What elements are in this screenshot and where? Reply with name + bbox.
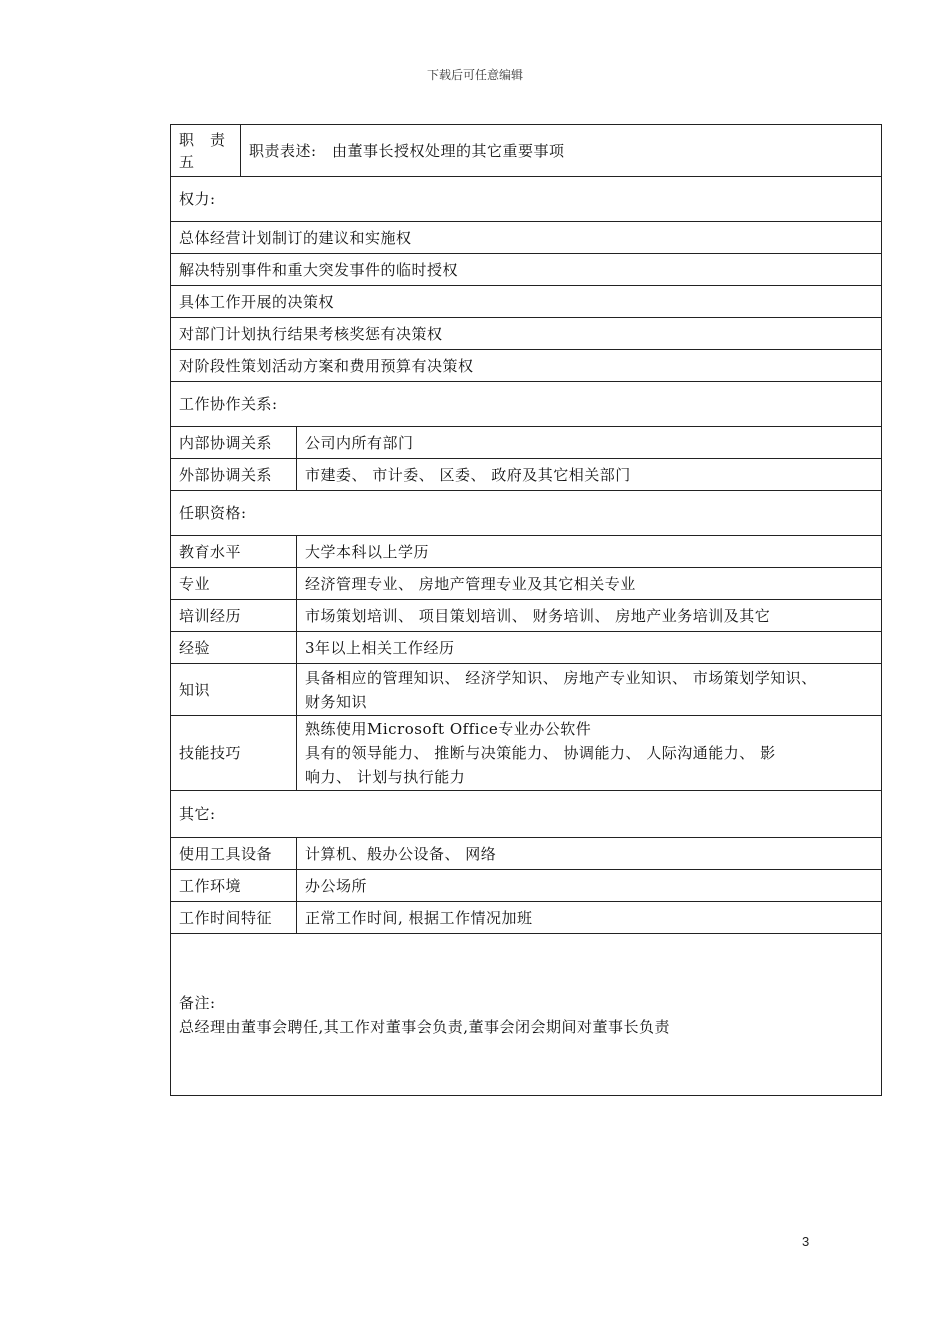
- cooperation-row: [171, 459, 882, 491]
- qualification-row: [171, 632, 882, 664]
- cooperation-value: 市建委、 市计委、 区委、 政府及其它相关部门: [297, 459, 882, 491]
- authority-title-row: [171, 177, 882, 222]
- duty-label-cell: [171, 125, 241, 177]
- remarks-title: 备注:: [179, 994, 216, 1012]
- cooperation-row: [171, 427, 882, 459]
- page-header: 下载后可任意编辑: [426, 68, 523, 82]
- other-row: [171, 902, 882, 934]
- knowledge-value: [297, 664, 882, 716]
- page-number: 3: [802, 1234, 810, 1249]
- skills-line: 具有的领导能力、 推断与决策能力、 协调能力、 人际沟通能力、 影: [305, 744, 776, 762]
- other-row: [171, 870, 882, 902]
- cooperation-label: 内部协调关系: [171, 427, 297, 459]
- authority-item: 具体工作开展的决策权: [171, 286, 882, 318]
- qualification-label: 教育水平: [171, 536, 297, 568]
- duty-label-line2: 五: [179, 152, 195, 171]
- skills-line: 响力、 计划与执行能力: [305, 768, 466, 786]
- other-value: 正常工作时间, 根据工作情况加班: [297, 902, 882, 934]
- qualification-title-row: [171, 491, 882, 536]
- authority-item: 对阶段性策划活动方案和费用预算有决策权: [171, 350, 882, 382]
- qualification-value: 大学本科以上学历: [297, 536, 882, 568]
- knowledge-label: 知识: [171, 664, 297, 716]
- other-label: 工作时间特征: [171, 902, 297, 934]
- skills-label: 技能技巧: [171, 716, 297, 791]
- knowledge-line: 财务知识: [305, 692, 368, 711]
- cooperation-value: 公司内所有部门: [297, 427, 882, 459]
- remarks-cell: [171, 934, 882, 1096]
- knowledge-line: 具备相应的管理知识、 经济学知识、 房地产专业知识、 市场策划学知识、: [305, 668, 817, 687]
- qualification-label: 专业: [171, 568, 297, 600]
- knowledge-row: [171, 664, 882, 716]
- qualification-label: 培训经历: [171, 600, 297, 632]
- qualification-value: 市场策划培训、 项目策划培训、 财务培训、 房地产业务培训及其它: [297, 600, 882, 632]
- duty-label-line1: 职 责: [179, 130, 226, 149]
- authority-item: 解决特别事件和重大突发事件的临时授权: [171, 254, 882, 286]
- duty-description: 职责表述: 由董事长授权处理的其它重要事项: [241, 125, 882, 177]
- other-label: 使用工具设备: [171, 838, 297, 870]
- qualification-value: 经济管理专业、 房地产管理专业及其它相关专业: [297, 568, 882, 600]
- remarks-row: [171, 934, 882, 1096]
- other-value: 办公场所: [297, 870, 882, 902]
- cooperation-title-row: [171, 382, 882, 427]
- qualification-row: [171, 536, 882, 568]
- other-value: 计算机、般办公设备、 网络: [297, 838, 882, 870]
- other-label: 工作环境: [171, 870, 297, 902]
- other-title: 其它:: [171, 791, 882, 838]
- authority-item: 对部门计划执行结果考核奖惩有决策权: [171, 318, 882, 350]
- qualification-row: [171, 600, 882, 632]
- other-title-row: [171, 791, 882, 838]
- authority-title: 权力:: [171, 177, 882, 222]
- qualification-value: 3年以上相关工作经历: [297, 632, 882, 664]
- qualification-title: 任职资格:: [171, 491, 882, 536]
- duty-row: [171, 125, 882, 177]
- skills-row: [171, 716, 882, 791]
- qualification-row: [171, 568, 882, 600]
- other-row: [171, 838, 882, 870]
- skills-value: [297, 716, 882, 791]
- remarks-text: 总经理由董事会聘任,其工作对董事会负责,董事会闭会期间对董事长负责: [179, 1018, 671, 1036]
- job-description-table: [170, 124, 882, 1096]
- qualification-label: 经验: [171, 632, 297, 664]
- cooperation-title: 工作协作关系:: [171, 382, 882, 427]
- authority-item: 总体经营计划制订的建议和实施权: [171, 222, 882, 254]
- skills-line: 熟练使用Microsoft Office专业办公软件: [305, 720, 592, 738]
- cooperation-label: 外部协调关系: [171, 459, 297, 491]
